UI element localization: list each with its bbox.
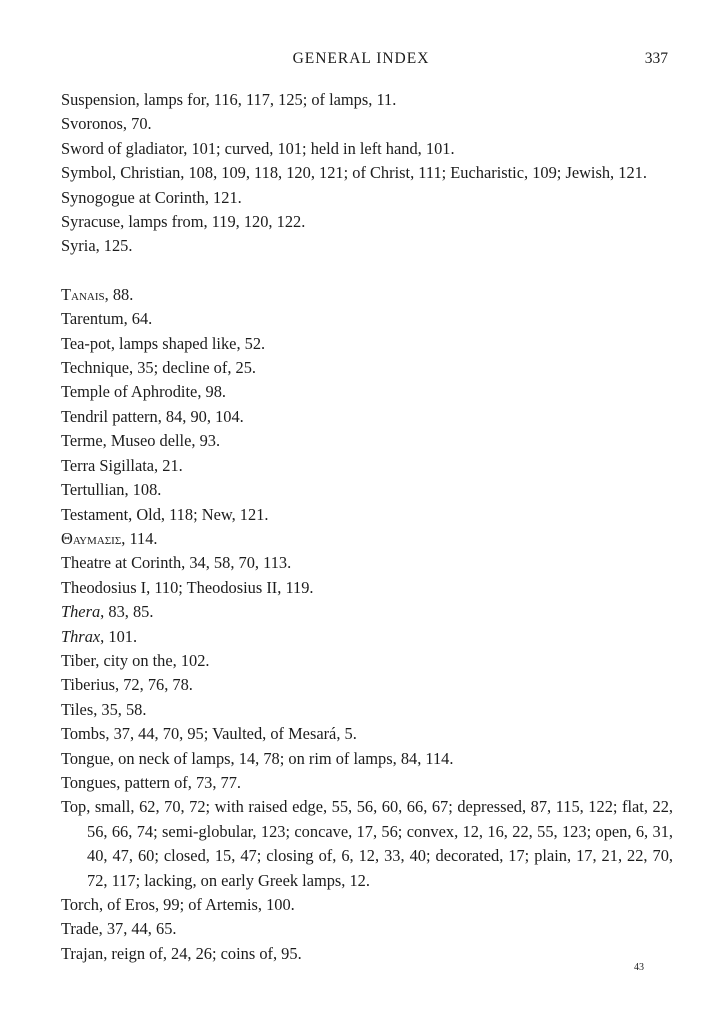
page-title: GENERAL INDEX (292, 50, 430, 67)
index-entry-testament: Testament, Old, 118; New, 121. (61, 504, 269, 524)
index-entry-synogogue: Synogogue at Corinth, 121. (61, 187, 242, 207)
page-number: 337 (644, 50, 668, 67)
index-entry-top: Top, small, 62, 70, 72; with raised edge, 55, 56, 60, 66, 67; depressed, 87, 115, 122; flat, 22, 56, 66, 74; semi-globular, 123; concave, 17, 56; convex, 12, 16, 22, 55, 123; open, 6, 31, 40, 47, 60; closed, 15, 47; closing of, 6, 12, 33, 40; decorated, 17; plain, 17, 21, 22, 70, 72, 117; lacking, on early Greek lamps, 12. (61, 797, 673, 890)
signature-mark: 43 (634, 962, 644, 973)
italic-headword: Thera (61, 602, 101, 622)
index-entry-tanais: Tanais, 88. (61, 284, 134, 304)
index-entry-tiberius: Tiberius, 72, 76, 78. (61, 675, 193, 695)
index-entry-syracuse: Syracuse, lamps from, 119, 120, 122. (61, 212, 306, 232)
index-entry-symbol: Symbol, Christian, 108, 109, 118, 120, 121; of Christ, 111; Eucharistic, 109; Jewish, 121. (61, 163, 647, 183)
index-entry-tiles: Tiles, 35, 58. (61, 699, 147, 719)
index-entry-tombs: Tombs, 37, 44, 70, 95; Vaulted, of Mesará, 5. (61, 724, 357, 744)
index-entry-thrax: Thrax, 101. (61, 626, 138, 646)
index-entry-terra-sigillata: Terra Sigillata, 21. (61, 455, 183, 475)
index-entry-tiber: Tiber, city on the, 102. (61, 650, 210, 670)
running-head (0, 50, 722, 72)
index-entry-trajan: Trajan, reign of, 24, 26; coins of, 95. (61, 943, 302, 963)
index-entry-tarentum: Tarentum, 64. (61, 309, 153, 329)
section-gap (61, 259, 673, 283)
index-entry-svoronos: Svoronos, 70. (61, 114, 152, 134)
index-entry-trade: Trade, 37, 44, 65. (61, 919, 177, 939)
index-entry-temple: Temple of Aphrodite, 98. (61, 382, 227, 402)
index-entry-theatre: Theatre at Corinth, 34, 58, 70, 113. (61, 553, 292, 573)
index-entry-theodosius: Theodosius I, 110; Theodosius II, 119. (61, 577, 314, 597)
index-entry-terme: Terme, Museo delle, 93. (61, 431, 221, 451)
index-entry-tongue: Tongue, on neck of lamps, 14, 78; on rim of lamps, 84, 114. (61, 748, 454, 768)
index-entry-suspension: Suspension, lamps for, 116, 117, 125; of lamps, 11. (61, 90, 397, 109)
index-entry-tertullian: Tertullian, 108. (61, 480, 162, 500)
index-entry-tongues: Tongues, pattern of, 73, 77. (61, 772, 242, 792)
italic-headword: Thrax (61, 626, 101, 646)
index-entry-thaumasis: Θαυμασις, 114. (61, 528, 158, 548)
index-entry-tea-pot: Tea-pot, lamps shaped like, 52. (61, 333, 266, 353)
index-entry-sword: Sword of gladiator, 101; curved, 101; held in left hand, 101. (61, 138, 455, 158)
index-entry-tendril: Tendril pattern, 84, 90, 104. (61, 406, 244, 426)
index-entry-technique: Technique, 35; decline of, 25. (61, 358, 257, 378)
index-entry-syria: Syria, 125. (61, 236, 133, 256)
index-entry-torch: Torch, of Eros, 99; of Artemis, 100. (61, 895, 295, 914)
index-entries (61, 88, 673, 966)
index-entry-thera: Thera, 83, 85. (61, 602, 154, 622)
